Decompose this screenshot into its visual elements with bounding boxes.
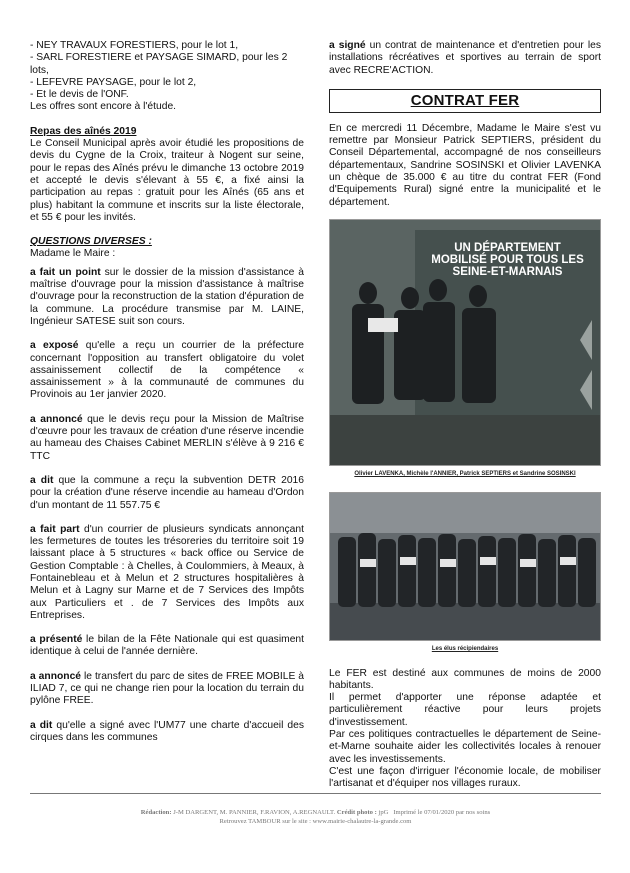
questions-title: QUESTIONS DIVERSES : xyxy=(30,236,152,248)
footer xyxy=(30,809,601,826)
question-lead: a dit xyxy=(30,474,54,486)
question-item xyxy=(30,340,304,401)
question-text: qu'elle a reçu un courrier de la préfecture concernant l'opposition au transfert obligatoire du volet assainissement collectif de la compétence « assainissement » à la communauté de communes du Provinois au 1er janvier 2020. xyxy=(30,340,304,401)
repas-title: Repas des aînés 2019 xyxy=(30,125,137,137)
signe-lead: a signé xyxy=(329,40,366,51)
question-item xyxy=(30,671,304,708)
photo1-caption: Olivier LAVENKA, Michèle l'ANNIER, Patrick SEPTIERS et Sandrine SOSINSKI xyxy=(354,470,576,477)
question-lead: a annoncé xyxy=(30,670,82,682)
intro-line: - NEY TRAVAUX FORESTIERS, pour le lot 1, xyxy=(30,40,239,51)
fer-paragraph: Il permet d'apporter une réponse adaptée et particulièrement réactive pour leurs projets d'investissement. xyxy=(329,692,601,728)
fer-paragraph: C'est une façon d'irriguer l'économie locale, de mobiliser l'artisanat et d'équiper nos villages ruraux. xyxy=(329,765,601,790)
intro-list xyxy=(30,40,304,114)
question-item xyxy=(30,720,304,745)
question-bold-tail: La procédure transmise par M. LAINE, Ingénieur SATESE suit son cours. xyxy=(30,303,304,327)
question-text: le bilan de la Fête Nationale qui est quasiment identique à celui de l'année dernière. xyxy=(30,634,305,658)
intro-line: - SARL FORESTIERE et PAYSAGE SIMARD, pour les 2 lots, xyxy=(30,52,288,76)
fer-paragraph: Le FER est destiné aux communes de moins de 2000 habitants. xyxy=(329,667,601,691)
question-lead: a annoncé xyxy=(30,413,83,425)
intro-line: - Et le devis de l'ONF. xyxy=(30,89,129,101)
question-item xyxy=(30,524,304,622)
footer-line-2: Retrouvez TAMBOUR sur le site : www.mairie-chalautre-la-grande.com xyxy=(219,817,412,825)
question-item xyxy=(30,475,304,512)
question-text: que le devis reçu pour la Mission de Maîtrise d'œuvre pour les travaux de création d'une réserve incendie au hameau des Chaises Cabinet MERLIN s'élève à 9 216 € TTC xyxy=(30,413,304,462)
footer-redaction: J-M DARGENT, M. PANNIER, F.RAVION, A.REGNAULT. xyxy=(173,809,336,816)
photo-group-elus xyxy=(329,492,601,641)
left-column xyxy=(30,40,304,756)
signe-paragraph xyxy=(329,40,601,77)
question-item xyxy=(30,267,304,328)
question-lead: a fait part xyxy=(30,523,80,535)
question-text: le transfert du parc de sites de FREE MOBILE à ILIAD 7, ce qui ne change rien pour la location du terrain du pylône FREE. xyxy=(30,670,304,707)
contrat-text: En ce mercredi 11 Décembre, Madame le Maire s'est vu remettre par Monsieur Patrick SEPTIERS, président du Conseil Départemental, accompagné de nos conseilleurs départementaux, Sandrine SOSINSKI et Olivier LAVENKA un chèque de 35.000 € au titre du contrat FER (Fond d'Equipements Rural) signé entre la municipalité et le département. xyxy=(329,122,601,208)
signe-text: un contrat de maintenance et d'entretien pour les installations récréatives et sportives au terrain de sport avec RECRE'ACTION. xyxy=(329,40,602,76)
question-item xyxy=(30,414,304,463)
group-illustration xyxy=(330,493,600,640)
intro-line: Les offres sont encore à l'étude. xyxy=(30,101,177,113)
repas-text: Le Conseil Municipal après avoir étudié les propositions de devis du Cygne de la Croix, traiteur à Nogent sur seine, pour le repas des Aînés prévu le dimanche 13 octobre 2019 et accepté le devis s'élevant à 55 €, a fixé ainsi la participation au repas : gratuit pour les Aînés (65 ans et plus) habitant la commune et inscrits sur la liste électorale, et 55 € pour les invités. xyxy=(30,138,304,223)
contrat-title: CONTRAT FER xyxy=(410,91,520,109)
footer-printed: Imprimé le 07/01/2020 par nos soins xyxy=(393,809,491,816)
question-text: qu'elle a signé avec l'UM77 une charte d'accueil des cirques dans les communes xyxy=(30,719,305,743)
question-lead: a fait un point xyxy=(30,266,101,278)
fer-paragraph: Par ces politiques contractuelles le département de Seine-et-Marne souhaite aider les collectivités locales à renouer avec les investissements. xyxy=(329,729,601,765)
question-text: que la commune a reçu la subvention DETR 2016 pour la création d'une réserve incendie au hameau d'Ordon d'un montant de 11 557.75 € xyxy=(30,474,304,511)
question-text: sur le dossier de la mission d'assistance à maîtrise d'ouvrage pour la mission d'assistance à maîtrise d'ouvrage pour la reconstruction de la station d'épuration de la commune. xyxy=(30,266,304,315)
footer-divider xyxy=(30,793,601,794)
contrat-title-box xyxy=(329,89,601,113)
right-column xyxy=(329,40,601,791)
question-lead: a présenté xyxy=(30,634,83,646)
madame-line: Madame le Maire : xyxy=(30,248,116,260)
footer-redaction-label: Rédaction: xyxy=(140,809,172,816)
questions-list xyxy=(30,267,304,745)
footer-credit-label: Crédit photo : xyxy=(336,809,377,816)
question-item xyxy=(30,634,304,659)
photo2-caption: Les élus récipiendaires xyxy=(431,646,499,653)
photo1-banner: UN DÉPARTEMENT MOBILISÉ POUR TOUS LES SEINE-ET-MARNAIS xyxy=(431,241,584,278)
question-text: d'un courrier de plusieurs syndicats annonçant les fermetures de toutes les trésoreries du territoire soit 19 laissant place à 5 structures « back office ou Service de Gestion Comptable : à Chelles, à Coulommiers, à Meaux, à Fontainebleau et à Melun et 2 structures hospitalières à Melun et à Lagny sur Marne et de 7 Services des Impôts aux Particuliers et . de 7 Services des Impôts aux Entreprises. xyxy=(30,523,304,621)
footer-credit: jpG xyxy=(378,809,389,816)
question-lead: a exposé xyxy=(30,340,79,352)
question-lead: a dit xyxy=(30,719,53,731)
photo-cheque-ceremony xyxy=(329,219,601,466)
footer-line-1 xyxy=(30,809,601,818)
fer-paragraphs xyxy=(329,668,601,791)
intro-line: - LEFEVRE PAYSAGE, pour le lot 2, xyxy=(30,76,197,88)
